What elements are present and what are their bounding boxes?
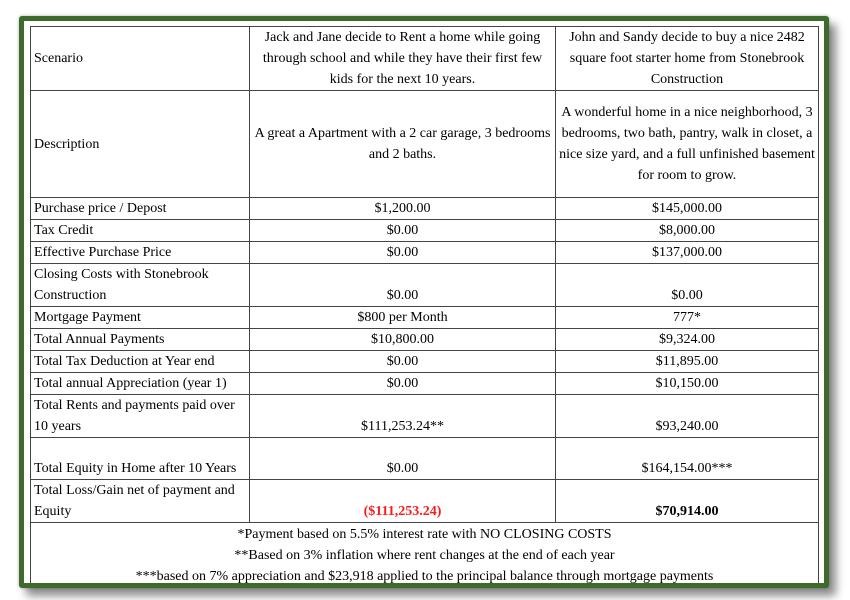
rent-value: $111,253.24** bbox=[250, 395, 556, 438]
row-label: Total Tax Deduction at Year end bbox=[31, 351, 250, 373]
description-row bbox=[31, 91, 819, 198]
footnote-inflation: **Based on 3% inflation where rent changes at the end of each year bbox=[234, 548, 615, 563]
buy-value: $10,150.00 bbox=[556, 373, 819, 395]
buy-total-gain: $70,914.00 bbox=[556, 480, 819, 523]
row-label: Total Loss/Gain net of payment and Equity bbox=[31, 480, 250, 523]
buy-value: $145,000.00 bbox=[556, 198, 819, 220]
row-label: Closing Costs with Stonebrook Construction bbox=[31, 264, 250, 307]
row-label: Total Annual Payments bbox=[31, 329, 250, 351]
row-label: Total Rents and payments paid over 10 years bbox=[31, 395, 250, 438]
buy-scenario: John and Sandy decide to buy a nice 2482 square foot starter home from Stonebrook Construction bbox=[556, 27, 819, 91]
footnotes bbox=[31, 523, 819, 588]
footnote-payment: *Payment based on 5.5% interest rate with NO CLOSING COSTS bbox=[237, 527, 612, 542]
buy-description: A wonderful home in a nice neighborhood, 3 bedrooms, two bath, pantry, walk in closet, a nice size yard, and a full unfinished basement for room to grow. bbox=[556, 91, 819, 198]
row-label: Mortgage Payment bbox=[31, 307, 250, 329]
table-row bbox=[31, 307, 819, 329]
buy-value: $93,240.00 bbox=[556, 395, 819, 438]
scenario-row bbox=[31, 27, 819, 91]
row-label: Purchase price / Depost bbox=[31, 198, 250, 220]
rent-value: $0.00 bbox=[250, 373, 556, 395]
buy-value: $11,895.00 bbox=[556, 351, 819, 373]
total-row bbox=[31, 480, 819, 523]
table-row bbox=[31, 198, 819, 220]
buy-value: $0.00 bbox=[556, 264, 819, 307]
table-row bbox=[31, 373, 819, 395]
notes-row bbox=[31, 523, 819, 588]
table-row bbox=[31, 438, 819, 480]
rent-value: $0.00 bbox=[250, 438, 556, 480]
scenario-label: Scenario bbox=[31, 27, 250, 91]
table-row bbox=[31, 395, 819, 438]
footnote-appreciation: ***based on 7% appreciation and $23,918 applied to the principal balance through mortgage payments bbox=[135, 569, 714, 584]
table-row bbox=[31, 220, 819, 242]
rent-scenario: Jack and Jane decide to Rent a home while going through school and while they have their first few kids for the next 10 years. bbox=[250, 27, 556, 91]
description-label: Description bbox=[31, 91, 250, 198]
rent-description: A great a Apartment with a 2 car garage, 3 bedrooms and 2 baths. bbox=[250, 91, 556, 198]
buy-value: $164,154.00*** bbox=[556, 438, 819, 480]
buy-value: $137,000.00 bbox=[556, 242, 819, 264]
table-row bbox=[31, 329, 819, 351]
comparison-frame bbox=[19, 16, 829, 588]
row-label: Tax Credit bbox=[31, 220, 250, 242]
rent-value: $0.00 bbox=[250, 242, 556, 264]
rent-total-loss: ($111,253.24) bbox=[250, 480, 556, 523]
rent-value: $10,800.00 bbox=[250, 329, 556, 351]
buy-value: 777* bbox=[556, 307, 819, 329]
row-label: Total Equity in Home after 10 Years bbox=[31, 438, 250, 480]
rent-value: $0.00 bbox=[250, 264, 556, 307]
rent-value: $800 per Month bbox=[250, 307, 556, 329]
table-row bbox=[31, 242, 819, 264]
buy-value: $9,324.00 bbox=[556, 329, 819, 351]
row-label: Effective Purchase Price bbox=[31, 242, 250, 264]
buy-value: $8,000.00 bbox=[556, 220, 819, 242]
table-row bbox=[31, 351, 819, 373]
table-row bbox=[31, 264, 819, 307]
rent-value: $0.00 bbox=[250, 351, 556, 373]
rent-value: $1,200.00 bbox=[250, 198, 556, 220]
row-label: Total annual Appreciation (year 1) bbox=[31, 373, 250, 395]
rent-vs-buy-table bbox=[30, 26, 819, 588]
rent-value: $0.00 bbox=[250, 220, 556, 242]
